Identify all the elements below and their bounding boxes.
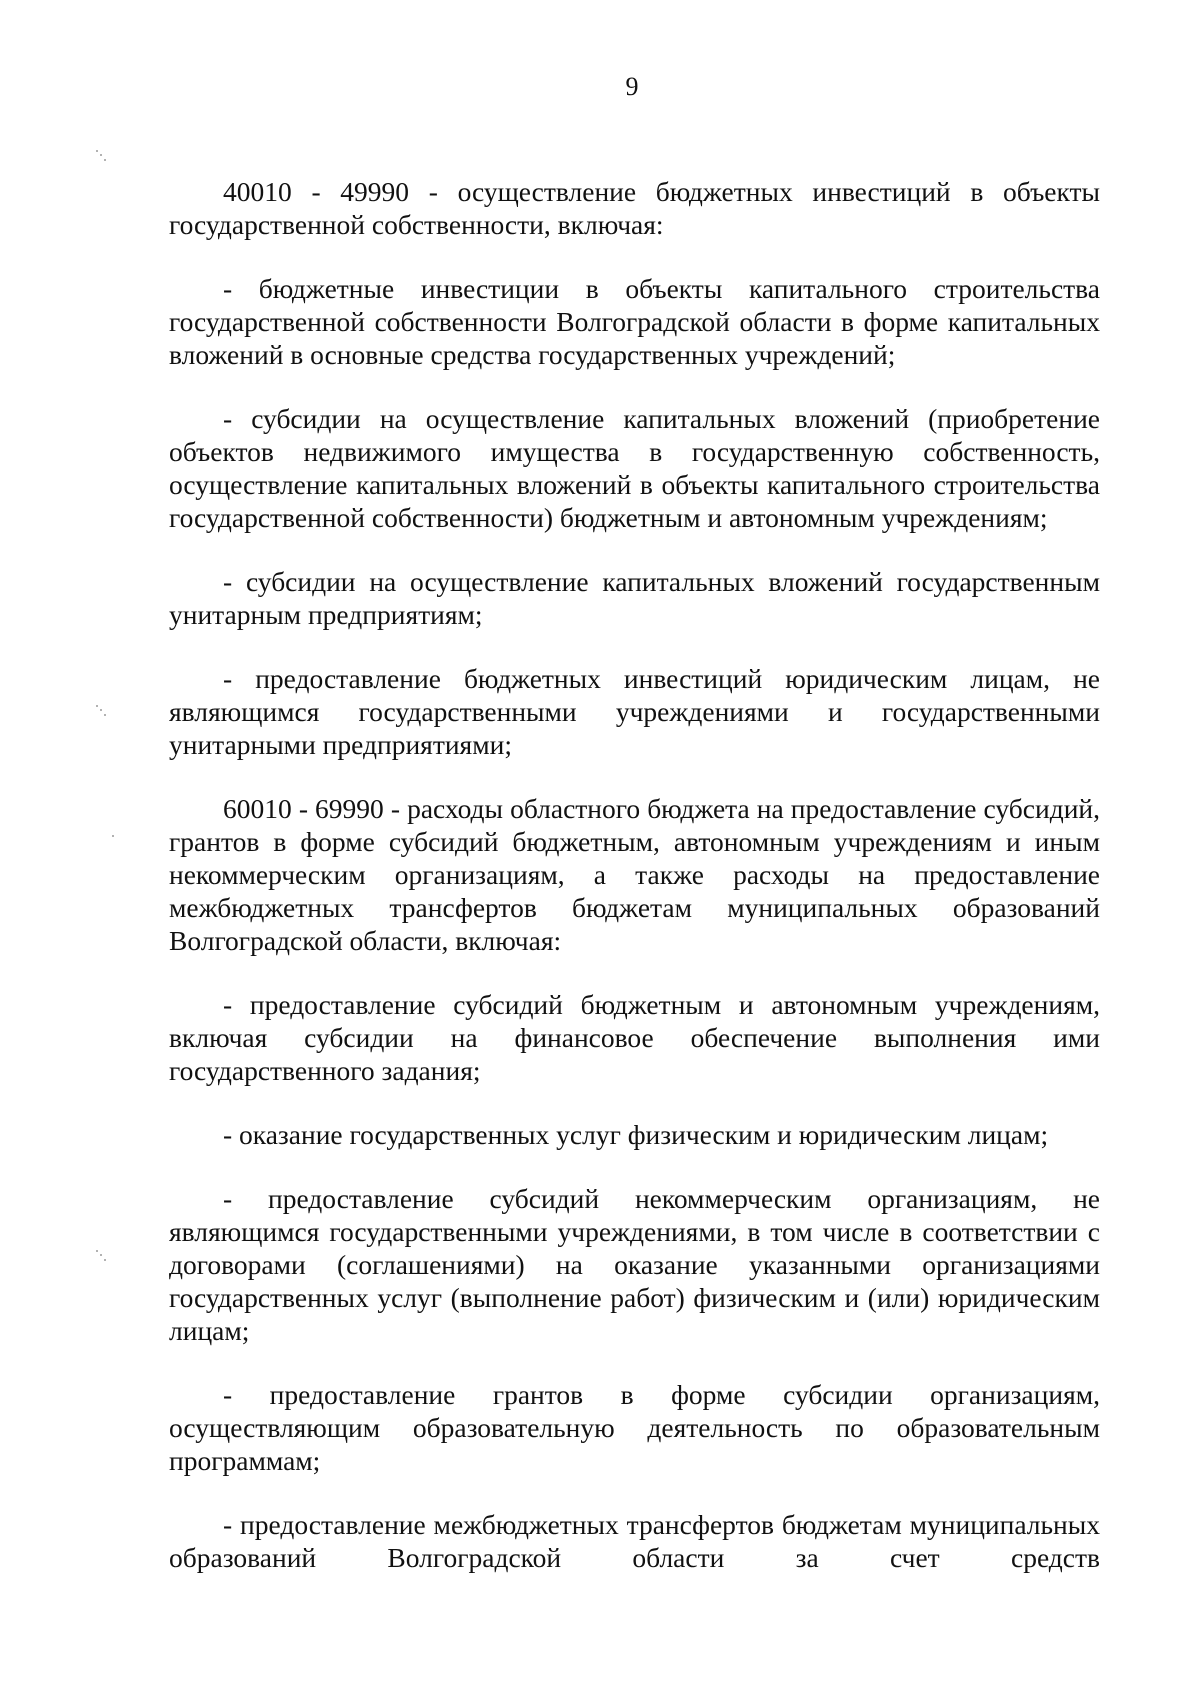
paragraph-codes-60010-69990: 60010 - 69990 - расходы областного бюджета на предоставление субсидий, грантов в форме субсидий бюджетным, автономным учреждениям и иным некоммерческим организациям, а также расходы на предоставление межбюджетных трансфертов бюджетам муниципальных образований Волгоградской области, включая:: [169, 793, 1100, 956]
scan-speck: [96, 150, 110, 164]
paragraph-capital-subsidies-institutions: - субсидии на осуществление капитальных вложений (приобретение объектов недвижимого имущества в государственную собственность, осуществление капитальных вложений в объекты капитального строительства государственной собственности) бюджетным и автономным учреждениям;: [169, 403, 1100, 533]
scan-speck: [112, 835, 126, 849]
paragraph-public-services: - оказание государственных услуг физическим и юридическим лицам;: [223, 1119, 1049, 1150]
document-body: [169, 175, 1100, 1574]
page-number: 9: [625, 72, 639, 101]
paragraph-subsidies-institutions: - предоставление субсидий бюджетным и автономным учреждениям, включая субсидии на финансовое обеспечение выполнения ими государственного задания;: [169, 989, 1100, 1086]
paragraph-subsidies-nonprofits: - предоставление субсидий некоммерческим организациям, не являющимся государственными учреждениями, в том числе в соответствии с договорами (соглашениями) на оказание указанными организациями государственных услуг (выполнение работ) физическим и (или) юридическим лицам;: [169, 1183, 1100, 1346]
paragraph-codes-40010-49990: 40010 - 49990 - осуществление бюджетных инвестиций в объекты государственной собственности, включая:: [169, 176, 1100, 240]
paragraph-capital-subsidies-enterprises: - субсидии на осуществление капитальных вложений государственным унитарным предприятиям;: [169, 566, 1100, 630]
paragraph-grants-education: - предоставление грантов в форме субсидии организациям, осуществляющим образовательную деятельность по образовательным программам;: [169, 1379, 1100, 1476]
scan-speck: [96, 1250, 110, 1264]
paragraph-budget-investments: - бюджетные инвестиции в объекты капитального строительства государственной собственности Волгоградской области в форме капитальных вложений в основные средства государственных учреждений;: [169, 273, 1100, 370]
paragraph-interbudget-transfers: - предоставление межбюджетных трансфертов бюджетам муниципальных образований Волгоградской области за счет средств: [169, 1509, 1100, 1573]
scan-speck: [96, 705, 110, 719]
paragraph-investments-legal-entities: - предоставление бюджетных инвестиций юридическим лицам, не являющимся государственными учреждениями и государственными унитарными предприятиями;: [169, 663, 1100, 760]
